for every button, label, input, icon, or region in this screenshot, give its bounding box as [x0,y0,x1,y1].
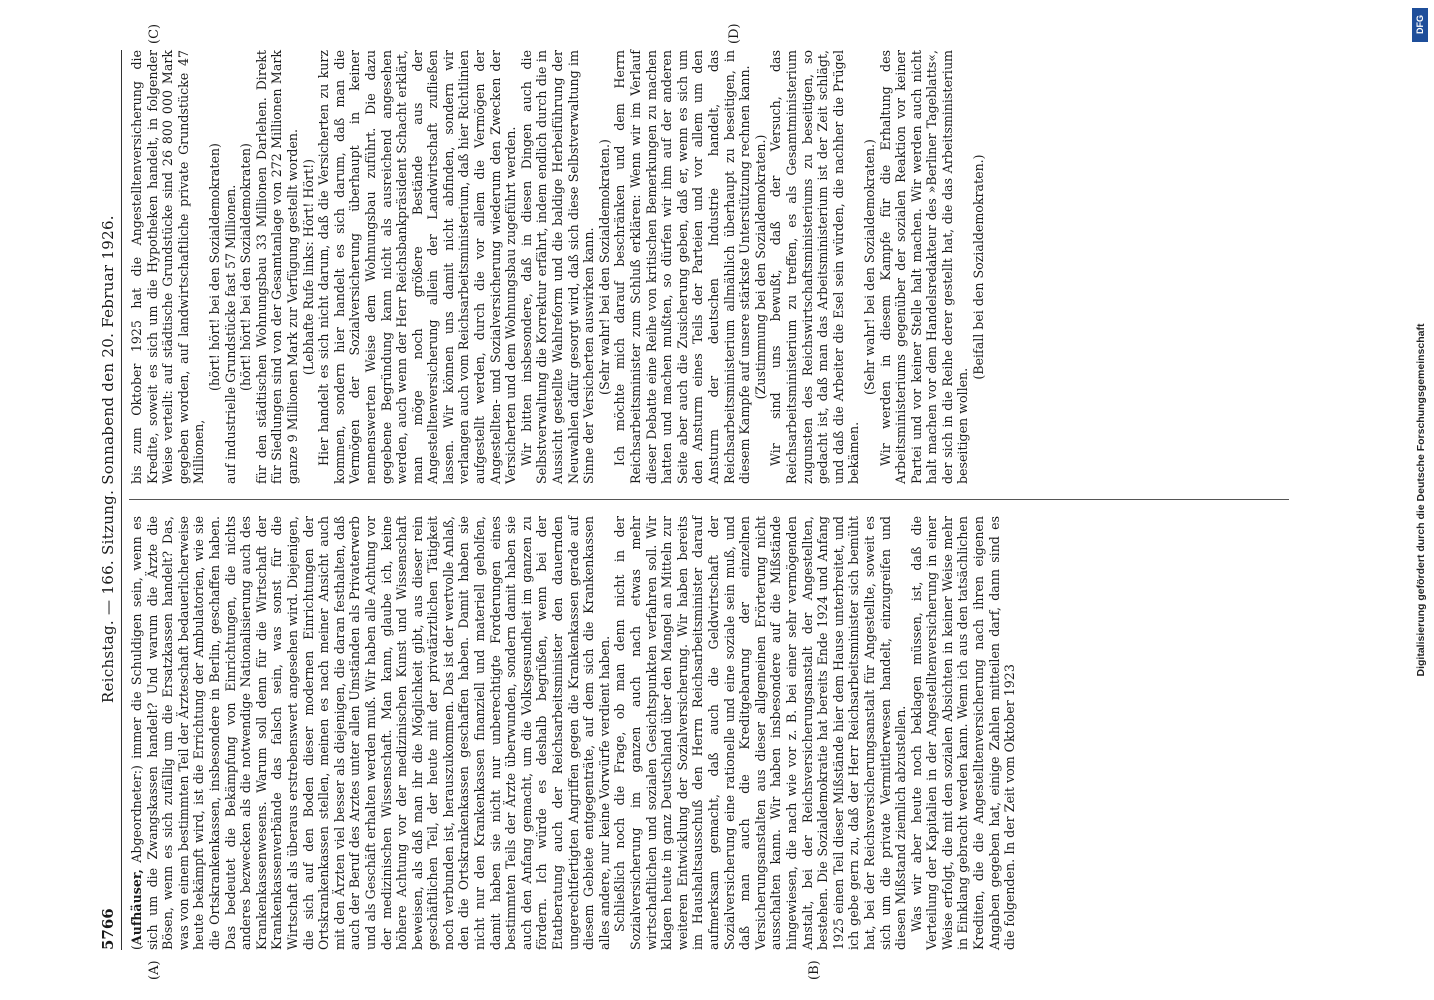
speaker-name: Aufhäuser, [129,869,144,946]
left-column [129,516,1018,950]
header-rule [121,50,122,950]
interjection: (Sehr wahr! bei den Sozialdemokraten.) [596,139,612,395]
paragraph-text: immer die Schuldigen sein, wenn es sich um die Zwangskassen handelt? Und warum die Ärzte die Bösen, wenn es sich zufällig um die Ersatzkassen handelt? Das, was von einem bestimmten Teil der Ärzteschaft bedauerlicherweise heute bekämpft wird, ist die Errichtung der Ambulatorien, wie sie die Ortskrankenkassen, insbesondere in Berlin, geschaffen haben. Das bedeutet die Bekämpfung von Einrichtungen, die nichts anderes bezwecken als die notwendige Nationalisierung auch des Krankenkassenwesens. Warum soll denn für die Wirtschaft der Krankenkassenverbände das falsch sein, was sonst für die Wirtschaft als überaus erstrebenswert angesehen wird. Diejenigen, die sich auf den Boden dieser modernen Einrichtungen der Ortskrankenkassen stellen, meinen es nach meiner Ansicht auch mit den Ärzten viel besser als diejenigen, die daran festhalten, daß auch der Beruf des Arztes unter allen Umständen als Privaterwerb und als Geschäft erhalten werden muß. Wir haben alle Achtung vor der medizinischen Wissenschaft. Man kann, glaube ich, keine höhere Achtung vor der medizinischen Kunst und Wissenschaft beweisen, als daß man ihr die Möglichkeit gibt, aus dieser rein geschäftlichen Teil, der heute mit der privatärztlichen Tätigkeit noch verbunden ist, herauszukommen. Das ist der wertvolle Anlaß, den die Ortskrankenkassen geschaffen haben. Damit haben sie nicht nur den Krankenkassen finanziell und materiell geholfen, damit haben sie nicht nur unberechtigte Forderungen eines bestimmten Teils der Ärzte überwunden, sondern damit haben sie auch den Anfang gemacht, um die Volksgesundheit im ganzen zu fördern. Ich würde es deshalb begrüßen, wenn bei der Etatberatung auch der Reichsarbeitsminister den dauernden ungerechtfertigten Angriffen gegen die Krankenkassen gerade auf diesem Gebiete entgegenträte, auf dem sich die Krankenkassen alles andere, nur keine Vorwürfe verdient haben. [129,516,612,950]
paragraph: für den städtischen Wohnungsbau 33 Millionen Darlehen. Direkt für Siedlungen sind von der Gesamtanlage von 272 Millionen Mark ganze 9 Millionen Mark zur Verfügung gestellt worden. [253,50,300,484]
column-divider [129,499,1289,500]
session-heading: Reichstag. — 166. Sitzung. Sonnabend den 20. Februar 1926. [99,215,117,704]
paragraph: Wir werden in diesem Kampfe für die Erhaltung des Arbeitsministeriums gegenüber der sozialen Reaktion vor keiner Partei und vor keiner Stelle halt machen. Wir werden auch nicht halt machen vor dem Handelsredakteur des »Berliner Tageblatts«, der sich in die Reihe derer gestellt hat, die das Arbeitsministerium beseitigen wollen. [877,50,971,484]
dfg-logo: DFG [1412,8,1428,42]
paragraph: Hier handelt es sich nicht darum, daß die Versicherten zu kurz kommen, sondern hier handelt es sich darum, daß man die Vermögen der Sozialversicherung überhaupt in keiner nennenswerten Weise dem Wohnungsbau zuführt. Die dazu gegebene Begründung kann nicht als ausreichend angesehen werden, auch wenn der Herr Reichsbankpräsident Schacht erklärt, man möge noch größere Bestände aus der Angestelltenversicherung allein der Landwirtschaft zufließen lassen. Wir können uns damit nicht abfinden, sondern wir verlangen auch vom Reichsarbeitsministerium, daß hier Richtlinien aufgestellt werden, durch die vor allem die Vermögen der Angestellten- und Sozialversicherung wiederum den Zwecken der Versicherten und dem Wohnungsbau zugeführt werden. [316,50,519,484]
interjection: (Zustimmung bei den Sozialdemokraten.) [752,134,768,400]
interjection: (Beifall bei den Sozialdemokraten.) [971,154,987,380]
paragraph: Ich möchte mich darauf beschränken und dem Herrn Reichsarbeitsminister zum Schluß erklären: Wenn wir im Verlauf dieser Debatte eine Reihe von kritischen Bemerkungen zu machen hatten und machen mußten, so dürfen wir ihm auf der anderen Seite aber auch die Zusicherung geben, daß er, wenn es sich um den Ansturm eines Teils der Parteien und vor allem um den Ansturm der deutschen Industrie handelt, das Reichsarbeitsministerium allmählich überhaupt zu beseitigen, in diesem Kampfe auf unsere stärkste Unterstützung rechnen kann. [612,50,753,484]
paragraph: bis zum Oktober 1925 hat die Angestelltenversicherung die Kredite, soweit es sich um die Hypotheken handelt, in folgender Weise verteilt: auf städtische Grundstücke sind 26 800 000 Mark gegeben worden, auf landwirtschaftliche private Grundstücke 47 Millionen, [129,50,207,484]
interjection: (hört! hört! bei den Sozialdemokraten) [238,143,254,391]
interjection: (hört! hört! bei den Sozialdemokraten) [206,143,222,391]
margin-mark-b: (B) [807,960,822,980]
paragraph: Schließlich noch die Frage, ob man denn nicht in der Sozialversicherung im ganzen auch nach etwas mehr wirtschaftlichen und sozialen Gesichtspunkten verfahren soll. Wir klagen heute in ganz Deutschland über den Mangel an Mitteln zur weiteren Entwicklung der Sozialversicherung. Wir haben bereits im Haushaltsausschuß den Herrn Reichsarbeitsminister darauf aufmerksam gemacht, daß auch die Geldwirtschaft der Sozialversicherung eine rationelle und eine soziale sein muß, und daß man auch die Kreditgebarung der einzelnen Versicherungsanstalten aus dieser allgemeinen Erörterung nicht ausschalten kann. Wir haben insbesondere auf die Mißstände hingewiesen, die nach wie vor z. B. bei einer sehr vermögenden Anstalt, bei der Reichsversicherungsanstalt der Angestellten, bestehen. Die Sozialdemokratie hat bereits Ende 1924 und Anfang 1925 einen Teil dieser Mißstände hier dem Hause unterbreitet, und ich gebe gern zu, daß der Herr Reichsarbeitsminister sich bemüht hat, bei der Reichsversicherungsanstalt für Angestellte, soweit es sich um die private Vermittlerwesen handelt, einzugreifen und diesen Mißstand ziemlich abzustellen. [612,516,909,950]
margin-mark-c: (C) [147,23,162,44]
paragraph: auf industrielle Grundstücke fast 57 Millionen. [222,184,238,484]
paragraph: Wir bitten insbesondere, daß in diesen Dingen auch die Selbstverwaltung die Korrektur erfährt, indem endlich durch die in Aussicht gestellte Wahlreform und die baldige Herbeiführung der Neuwahlen dafür gesorgt wird, daß sich diese Selbstverwaltung im Sinne der Versicherten auswirken kann. [518,50,597,484]
page-header [87,50,117,950]
right-column [129,50,987,484]
speaker-role: Abgeordneter:) [129,765,144,863]
margin-mark-a: (A) [147,960,162,980]
page-number: 5766 [99,908,117,950]
digitization-credit: Digitalisierung gefördert durch die Deutsche Forschungsgemeinschaft [1415,323,1427,677]
rotated-page [87,23,1347,980]
margin-mark-d: (D) [727,23,742,44]
digitization-credit-strip [1410,0,1432,1000]
paragraph: (Aufhäuser, Abgeordneter:) immer die Schuldigen sein, wenn es sich um die Zwangskassen handelt? Und warum die Ärzte die Bösen, wenn es sich zufällig um die Ersatzkassen handelt? Das, was von einem bestimmten Teil der Ärzteschaft bedauerlicherweise heute bekämpft wird, ist die Errichtung der Ambulatorien, wie sie die Ortskrankenkassen, insbesondere in Berlin, geschaffen haben. Das bedeutet die Bekämpfung von Einrichtungen, die nichts anderes bezwecken als die notwendige Nationalisierung auch des Krankenkassenwesens. Warum soll denn für die Wirtschaft der Krankenkassenverbände das falsch sein, was sonst für die Wirtschaft als überaus erstrebenswert angesehen wird. Diejenigen, die sich auf den Boden dieser modernen Einrichtungen der Ortskrankenkassen stellen, meinen es nach meiner Ansicht auch mit den Ärzten viel besser als diejenigen, die daran festhalten, daß auch der Beruf des Arztes unter allen Umständen als Privaterwerb und als Geschäft erhalten werden muß. Wir haben alle Achtung vor der medizinischen Wissenschaft. Man kann, glaube ich, keine höhere Achtung vor der medizinischen Kunst und Wissenschaft beweisen, als daß man ihr die Möglichkeit gibt, aus dieser rein geschäftlichen Teil, der heute mit der privatärztlichen Tätigkeit noch verbunden ist, herauszukommen. Das ist der wertvolle Anlaß, den die Ortskrankenkassen geschaffen haben. Damit haben sie nicht nur den Krankenkassen finanziell und materiell geholfen, damit haben sie nicht nur unberechtigte Forderungen eines bestimmten Teils der Ärzte überwunden, sondern damit haben sie auch den Anfang gemacht, um die Volksgesundheit im ganzen zu fördern. Ich würde es deshalb begrüßen, wenn bei der Etatberatung auch der Reichsarbeitsminister den dauernden ungerechtfertigten Angriffen gegen die Krankenkassen gerade auf diesem Gebiete entgegenträte, auf dem sich die Krankenkassen alles andere, nur keine Vorwürfe verdient haben. [129,516,612,950]
paragraph: Was wir aber heute noch beklagen müssen, ist, daß die Verteilung der Kapitalien in der Angestelltenversicherung in einer Weise erfolgt, die mit den sozialen Absichten in keiner Weise mehr in Einklang gebracht werden kann. Wenn ich aus den tatsächlichen Krediten, die die Angestelltenversicherung nach ihren eigenen Angaben gegeben hat, einige Zahlen mitteilen darf, dann sind es die folgenden. In der Zeit vom Oktober 1923 [908,516,1018,950]
interjection: (Sehr wahr! bei den Sozialdemokraten.) [861,139,877,395]
paragraph: Wir sind uns bewußt, daß der Versuch, das Reichsarbeitsministerium zu treffen, es als Gesamtministerium zugunsten des Reichswirtschaftsministeriums zu beseitigen, so gedacht ist, daß man das Arbeitsministerium ist der Zeit schlägt, und daß die Arbeiter die Esel sein würden, die nachher die Prügel bekämen. [768,50,862,484]
interjection: (Lebhafte Rufe links: Hört! Hört!) [300,158,316,376]
